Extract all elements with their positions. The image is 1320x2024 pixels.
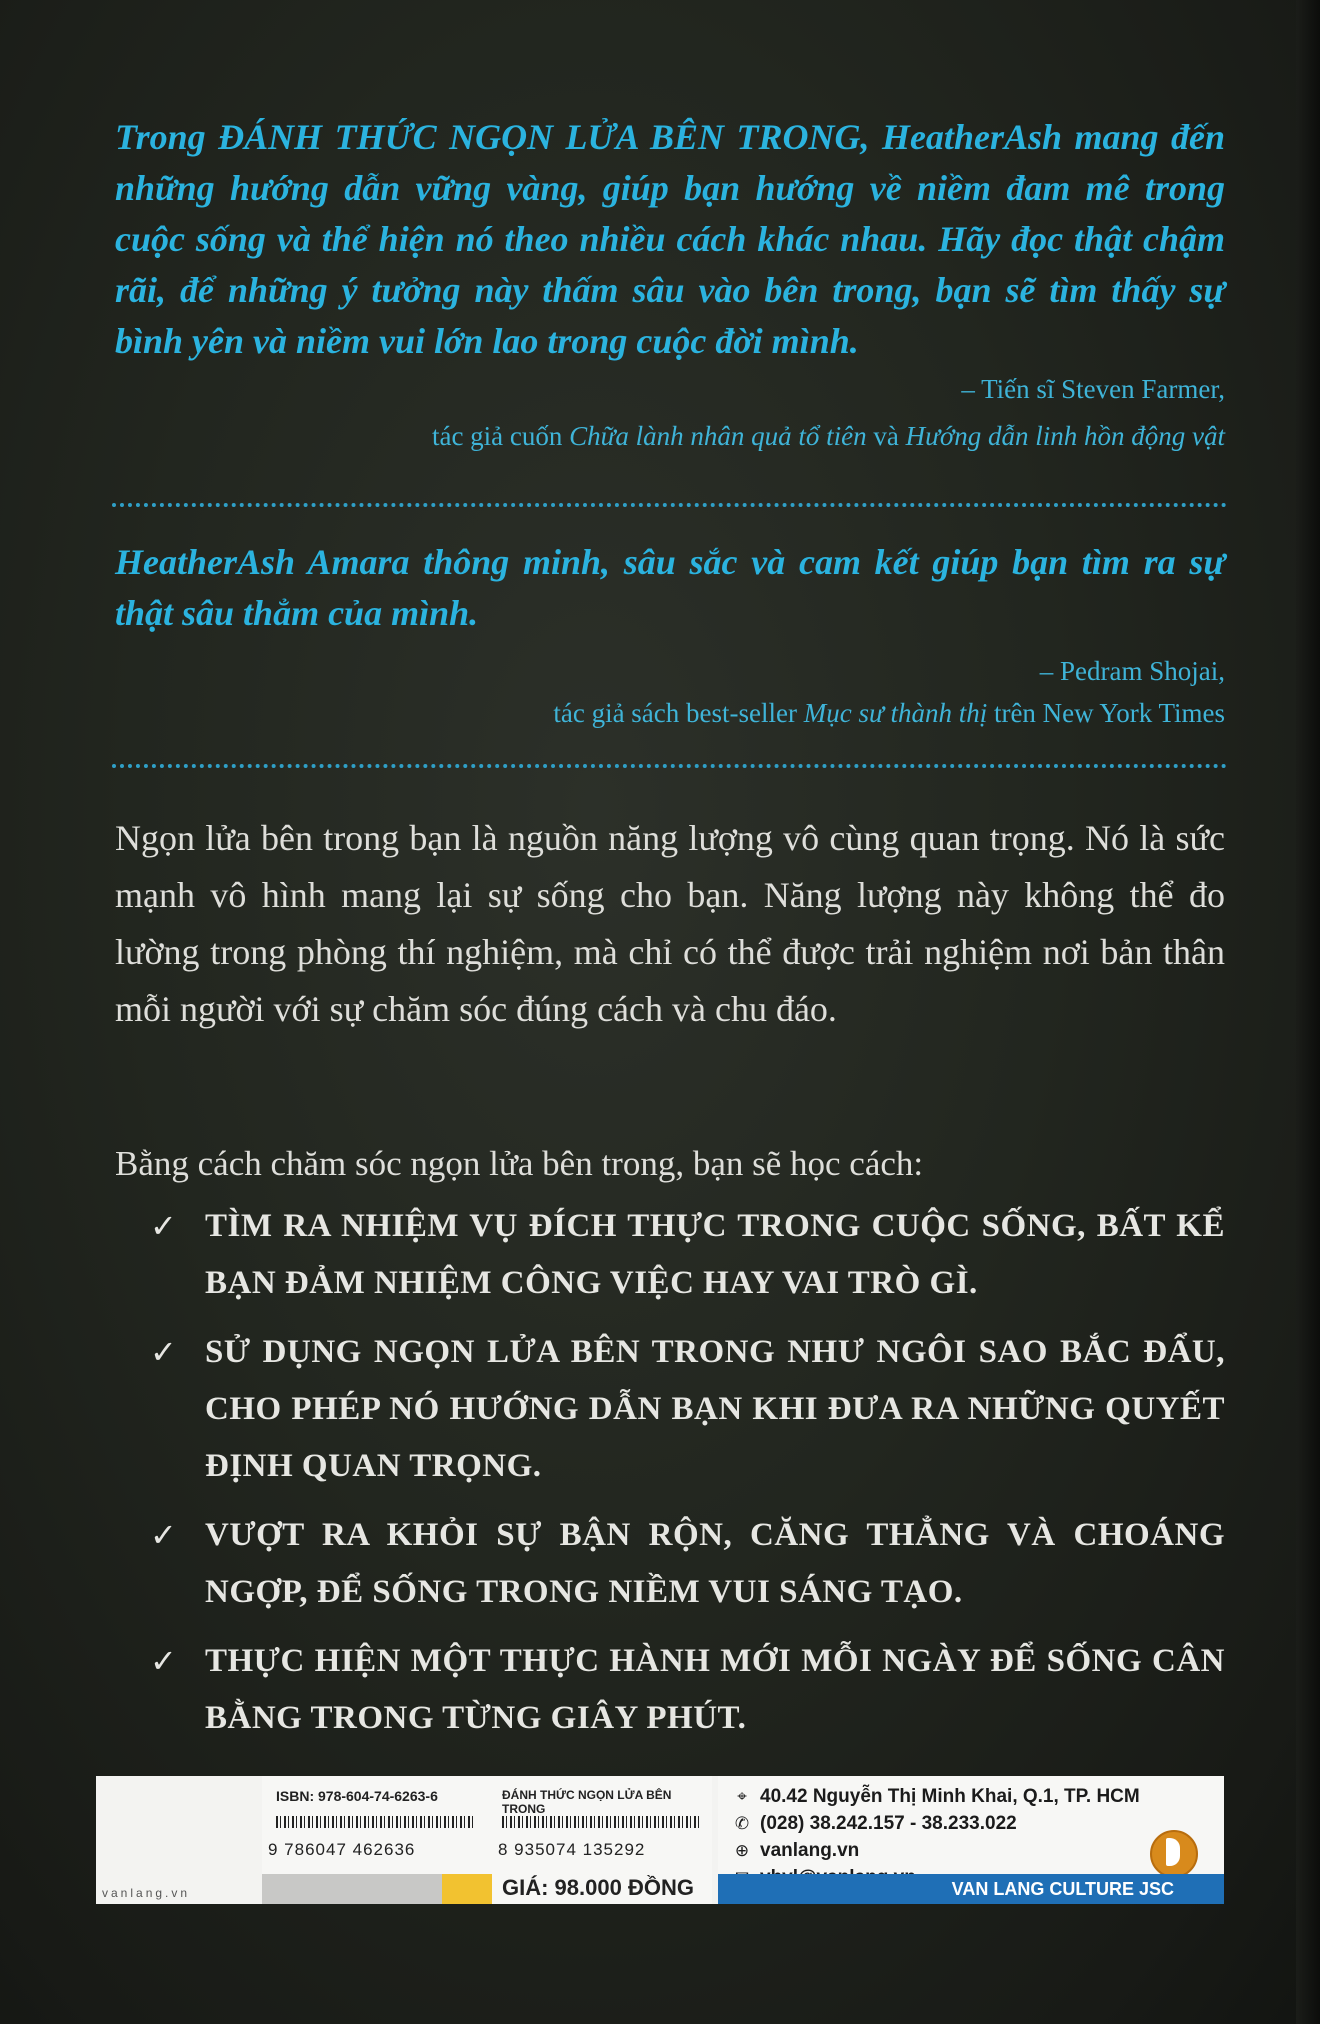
list-item-text: THỰC HIỆN MỘT THỰC HÀNH MỚI MỖI NGÀY ĐỂ SỐNG CÂN BẰNG TRONG TỪNG GIÂY PHÚT. bbox=[205, 1643, 1225, 1736]
phone-text: (028) 38.242.157 - 38.233.022 bbox=[760, 1813, 1017, 1834]
list-item bbox=[150, 1324, 1225, 1495]
company-bar bbox=[718, 1874, 1224, 1904]
barcode-panel bbox=[262, 1776, 712, 1904]
address-text: 40.42 Nguyễn Thị Minh Khai, Q.1, TP. HCM bbox=[760, 1786, 1140, 1807]
quote-2-description bbox=[553, 694, 1225, 732]
yellow-tag bbox=[442, 1874, 492, 1904]
phone-line bbox=[732, 1813, 1017, 1835]
quote-1-book-1: Chữa lành nhân quả tổ tiên bbox=[569, 421, 867, 451]
checkmark-icon: ✓ bbox=[150, 1207, 178, 1245]
dotted-divider-2 bbox=[112, 764, 1227, 768]
checkmark-icon: ✓ bbox=[150, 1516, 178, 1554]
quote-2-author: – Pedram Shojai, bbox=[1039, 656, 1225, 686]
quote-2-book: Mục sư thành thị bbox=[803, 698, 988, 728]
list-item-text: SỬ DỤNG NGỌN LỬA BÊN TRONG NHƯ NGÔI SAO BẮC ĐẨU, CHO PHÉP NÓ HƯỚNG DẪN BẠN KHI ĐƯA RA NHỮNG QUYẾT ĐỊNH QUAN TRỌNG. bbox=[205, 1334, 1225, 1484]
phone-icon: ✆ bbox=[734, 1814, 750, 1834]
barcode-1-number: 9 786047 462636 bbox=[268, 1840, 416, 1859]
publisher-strip bbox=[96, 1776, 1224, 1904]
quote-2-desc-suffix: trên New York Times bbox=[987, 698, 1225, 728]
body-paragraph: Ngọn lửa bên trong bạn là nguồn năng lượng vô cùng quan trọng. Nó là sức mạnh vô hình mang lại sự sống cho bạn. Năng lượng này không thể đo lường trong phòng thí nghiệm, mà chỉ có thể được trải nghiệm nơi bản thân mỗi người với sự chăm sóc đúng cách và chu đáo. bbox=[115, 818, 1225, 1029]
barcode-1-bars bbox=[276, 1816, 476, 1828]
barcode-2-number: 8 935074 135292 bbox=[498, 1840, 646, 1859]
barcode-title-text: ĐÁNH THỨC NGỌN LỬA BÊN TRONG bbox=[502, 1788, 672, 1816]
list-item-text: VƯỢT RA KHỎI SỰ BẬN RỘN, CĂNG THẲNG VÀ CHOÁNG NGỢP, ĐỂ SỐNG TRONG NIỀM VUI SÁNG TẠO. bbox=[205, 1517, 1225, 1610]
dotted-divider-1 bbox=[112, 503, 1227, 507]
company-name: VAN LANG CULTURE JSC bbox=[951, 1879, 1174, 1899]
book-edge bbox=[1296, 0, 1320, 2024]
quote-1-book-2: Hướng dẫn linh hồn động vật bbox=[905, 421, 1225, 451]
list-item-text: TÌM RA NHIỆM VỤ ĐÍCH THỰC TRONG CUỘC SỐNG, BẤT KỂ BẠN ĐẢM NHIỆM CÔNG VIỆC HAY VAI TRÒ GÌ. bbox=[205, 1208, 1225, 1301]
quote-1-desc-prefix: tác giả cuốn bbox=[431, 421, 570, 451]
benefit-list bbox=[150, 1198, 1225, 1759]
isbn-text: ISBN: 978-604-74-6263-6 bbox=[276, 1788, 438, 1804]
list-intro: Bằng cách chăm sóc ngọn lửa bên trong, bạn sẽ học cách: bbox=[115, 1144, 924, 1183]
location-pin-icon: ⌖ bbox=[737, 1787, 747, 1807]
website-line[interactable] bbox=[732, 1840, 859, 1862]
checkmark-icon: ✓ bbox=[150, 1642, 178, 1680]
website-link[interactable]: vanlang.vn bbox=[760, 1840, 860, 1861]
quote-1-text: Trong ĐÁNH THỨC NGỌN LỬA BÊN TRONG, HeatherAsh mang đến những hướng dẫn vững vàng, giúp bạn hướng về niềm đam mê trong cuộc sống và thể hiện nó theo nhiều cách khác nhau. Hãy đọc thật chậm rãi, để những ý tưởng này thấm sâu vào bên trong, bạn sẽ tìm thấy sự bình yên và niềm vui lớn lao trong cuộc đời mình. bbox=[115, 117, 1225, 361]
list-item bbox=[150, 1507, 1225, 1621]
barcode-2-bars bbox=[502, 1816, 702, 1828]
checkmark-icon: ✓ bbox=[150, 1333, 178, 1371]
globe-icon: ⊕ bbox=[734, 1841, 750, 1861]
address-line bbox=[732, 1786, 1140, 1808]
quote-1-desc-mid: và bbox=[866, 421, 906, 451]
quote-1-description bbox=[432, 417, 1225, 455]
price-label: GIÁ: 98.000 ĐỒNG bbox=[502, 1875, 694, 1900]
publisher-logo bbox=[1150, 1830, 1198, 1878]
quote-1-author: – Tiến sĩ Steven Farmer, bbox=[961, 374, 1225, 404]
list-item bbox=[150, 1198, 1225, 1312]
quote-2-desc-prefix: tác giả sách best-seller bbox=[553, 698, 804, 728]
quote-2-text: HeatherAsh Amara thông minh, sâu sắc và cam kết giúp bạn tìm ra sự thật sâu thẳm của mình. bbox=[115, 542, 1225, 633]
list-item bbox=[150, 1633, 1225, 1747]
contact-panel bbox=[718, 1776, 1224, 1904]
grey-tag bbox=[262, 1874, 442, 1904]
small-website-text: vanlang.vn bbox=[102, 1886, 191, 1900]
